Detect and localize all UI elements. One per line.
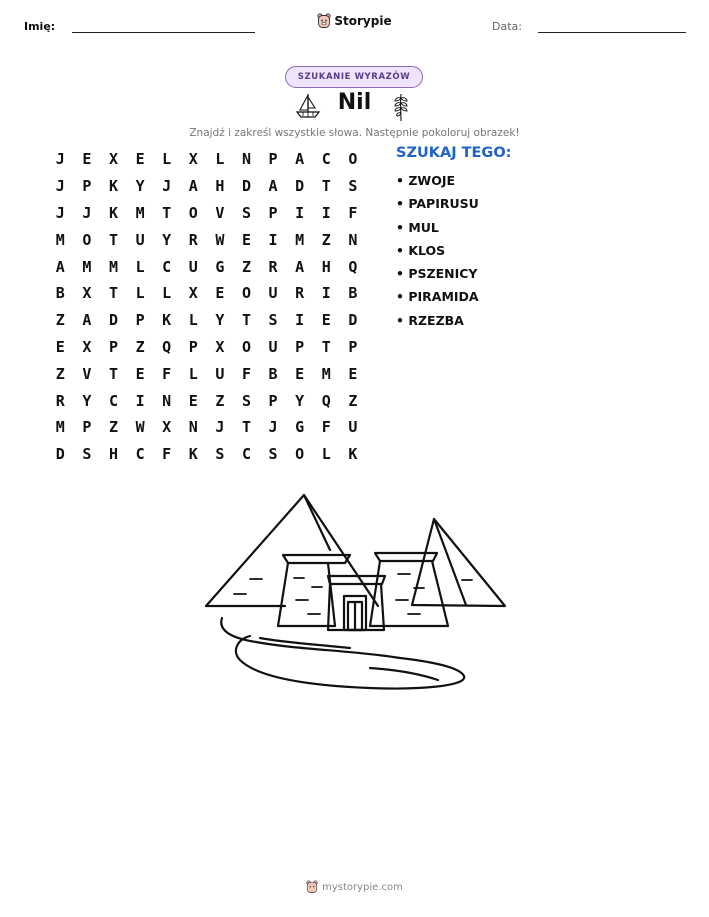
grid-cell[interactable]: O	[241, 284, 251, 303]
grid-cell[interactable]: P	[82, 177, 92, 196]
grid-cell[interactable]: Z	[241, 257, 251, 276]
grid-cell[interactable]: J	[215, 418, 225, 437]
grid-cell[interactable]: Q	[348, 257, 358, 276]
grid-cell[interactable]: R	[268, 257, 278, 276]
grid-cell[interactable]: U	[268, 284, 278, 303]
footer	[0, 880, 709, 897]
grid-cell[interactable]: O	[241, 337, 251, 356]
grid-cell[interactable]: X	[188, 150, 198, 169]
grid-cell[interactable]: T	[108, 364, 118, 383]
grid-cell[interactable]: A	[295, 257, 305, 276]
grid-cell[interactable]: I	[268, 230, 278, 249]
grid-cell[interactable]: F	[162, 364, 172, 383]
grid-cell[interactable]: X	[82, 284, 92, 303]
grid-cell[interactable]: K	[108, 203, 118, 222]
grid-cell[interactable]: U	[188, 257, 198, 276]
grid-cell[interactable]: I	[321, 284, 331, 303]
grid-cell[interactable]: J	[162, 177, 172, 196]
grid-cell[interactable]: C	[162, 257, 172, 276]
grid-cell[interactable]: C	[108, 391, 118, 410]
grid-cell[interactable]: P	[268, 150, 278, 169]
grid-cell[interactable]: C	[241, 445, 251, 464]
grid-cell[interactable]: S	[215, 445, 225, 464]
grid-cell[interactable]: J	[82, 203, 92, 222]
grid-cell[interactable]: P	[82, 418, 92, 437]
grid-cell[interactable]: U	[268, 337, 278, 356]
grid-cell[interactable]: L	[162, 284, 172, 303]
grid-cell[interactable]: V	[82, 364, 92, 383]
grid-cell[interactable]: M	[321, 364, 331, 383]
grid-cell[interactable]: E	[82, 150, 92, 169]
brand-name: Storypie	[334, 14, 392, 28]
word-list-item: • MUL	[396, 219, 439, 235]
grid-cell[interactable]: W	[215, 230, 225, 249]
storypie-bear-icon	[306, 880, 318, 894]
grid-cell[interactable]: X	[162, 418, 172, 437]
grid-cell[interactable]: H	[321, 257, 331, 276]
grid-cell[interactable]: Y	[135, 177, 145, 196]
grid-cell[interactable]: M	[295, 230, 305, 249]
grid-cell[interactable]: W	[135, 418, 145, 437]
grid-cell[interactable]: K	[108, 177, 118, 196]
word-list-item: • RZEZBA	[396, 312, 464, 328]
grid-row	[47, 280, 366, 307]
grid-cell[interactable]: R	[188, 230, 198, 249]
grid-cell[interactable]: Y	[82, 391, 92, 410]
grid-cell[interactable]: L	[215, 150, 225, 169]
grid-cell[interactable]: P	[295, 337, 305, 356]
grid-cell[interactable]: X	[82, 337, 92, 356]
grid-cell[interactable]: K	[348, 445, 358, 464]
grid-cell[interactable]: N	[188, 418, 198, 437]
grid-row	[47, 146, 366, 173]
grid-cell[interactable]: B	[55, 284, 65, 303]
grid-cell[interactable]: L	[162, 150, 172, 169]
grid-cell[interactable]: Z	[55, 364, 65, 383]
grid-cell[interactable]: A	[268, 177, 278, 196]
grid-cell[interactable]: D	[108, 311, 118, 330]
date-line[interactable]	[538, 32, 686, 33]
grid-cell[interactable]: S	[241, 203, 251, 222]
grid-cell[interactable]: L	[188, 364, 198, 383]
grid-cell[interactable]: O	[295, 445, 305, 464]
grid-cell[interactable]: S	[241, 391, 251, 410]
grid-cell[interactable]: E	[321, 311, 331, 330]
worksheet-type-badge: SZUKANIE WYRAZÓW	[285, 66, 423, 88]
wheat-icon	[390, 92, 412, 122]
grid-cell[interactable]: D	[241, 177, 251, 196]
word-list	[396, 172, 479, 335]
grid-cell[interactable]: N	[348, 230, 358, 249]
grid-cell[interactable]: M	[55, 418, 65, 437]
grid-row	[47, 360, 366, 387]
name-line[interactable]	[72, 32, 255, 33]
grid-cell[interactable]: Y	[162, 230, 172, 249]
grid-cell[interactable]: I	[295, 311, 305, 330]
grid-cell[interactable]: G	[295, 418, 305, 437]
word-list-title: SZUKAJ TEGO:	[396, 145, 512, 161]
grid-cell[interactable]: Z	[215, 391, 225, 410]
grid-cell[interactable]: S	[268, 311, 278, 330]
grid-cell[interactable]: L	[135, 257, 145, 276]
grid-cell[interactable]: U	[135, 230, 145, 249]
grid-cell[interactable]: E	[215, 284, 225, 303]
grid-cell[interactable]: Z	[55, 311, 65, 330]
pyramids-temple-illustration	[200, 490, 510, 700]
grid-cell[interactable]: Z	[348, 391, 358, 410]
grid-cell[interactable]: L	[188, 311, 198, 330]
grid-cell[interactable]: C	[321, 150, 331, 169]
grid-cell[interactable]: A	[82, 311, 92, 330]
grid-cell[interactable]: H	[215, 177, 225, 196]
grid-cell[interactable]: M	[82, 257, 92, 276]
word-list-item: • PSZENICY	[396, 266, 478, 282]
grid-cell[interactable]: T	[108, 230, 118, 249]
grid-cell[interactable]: J	[55, 177, 65, 196]
grid-cell[interactable]: K	[188, 445, 198, 464]
grid-cell[interactable]: Q	[162, 337, 172, 356]
grid-cell[interactable]: S	[348, 177, 358, 196]
grid-row	[47, 307, 366, 334]
word-list-item: • PIRAMIDA	[396, 289, 479, 305]
grid-cell[interactable]: P	[135, 311, 145, 330]
footer-site[interactable]: mystorypie.com	[322, 881, 403, 893]
grid-cell[interactable]: R	[55, 391, 65, 410]
grid-cell[interactable]: A	[55, 257, 65, 276]
grid-cell[interactable]: G	[215, 257, 225, 276]
grid-cell[interactable]: P	[188, 337, 198, 356]
name-label: Imię:	[24, 20, 56, 33]
grid-cell[interactable]: S	[82, 445, 92, 464]
grid-cell[interactable]: Z	[135, 337, 145, 356]
grid-row	[47, 226, 366, 253]
grid-cell[interactable]: Y	[295, 391, 305, 410]
grid-cell[interactable]: C	[135, 445, 145, 464]
grid-cell[interactable]: T	[321, 337, 331, 356]
instructions: Znajdź i zakreśl wszystkie słowa. Następnie pokoloruj obrazek!	[189, 127, 520, 139]
grid-cell[interactable]: F	[241, 364, 251, 383]
grid-cell[interactable]: T	[241, 311, 251, 330]
grid-row	[47, 334, 366, 361]
grid-cell[interactable]: D	[55, 445, 65, 464]
grid-cell[interactable]: H	[108, 445, 118, 464]
grid-cell[interactable]: L	[135, 284, 145, 303]
grid-cell[interactable]: D	[295, 177, 305, 196]
grid-cell[interactable]: E	[55, 337, 65, 356]
grid-cell[interactable]: J	[268, 418, 278, 437]
letter-grid[interactable]	[47, 146, 366, 468]
storypie-bear-icon	[317, 13, 331, 29]
grid-cell[interactable]: M	[55, 230, 65, 249]
grid-cell[interactable]: E	[135, 364, 145, 383]
grid-cell[interactable]: T	[162, 203, 172, 222]
grid-row	[47, 173, 366, 200]
grid-cell[interactable]: B	[268, 364, 278, 383]
grid-cell[interactable]: J	[55, 203, 65, 222]
grid-cell[interactable]: N	[241, 150, 251, 169]
word-list-item: • KLOS	[396, 242, 446, 258]
grid-row	[47, 200, 366, 227]
grid-cell[interactable]: S	[268, 445, 278, 464]
grid-cell[interactable]: A	[188, 177, 198, 196]
grid-cell[interactable]: D	[348, 311, 358, 330]
grid-cell[interactable]: K	[162, 311, 172, 330]
grid-row	[47, 387, 366, 414]
grid-cell[interactable]: U	[348, 418, 358, 437]
grid-cell[interactable]: Q	[321, 391, 331, 410]
grid-cell[interactable]: E	[188, 391, 198, 410]
grid-cell[interactable]: X	[188, 284, 198, 303]
grid-cell[interactable]: B	[348, 284, 358, 303]
grid-cell[interactable]: X	[108, 150, 118, 169]
grid-cell[interactable]: Z	[108, 418, 118, 437]
grid-cell[interactable]: V	[215, 203, 225, 222]
grid-cell[interactable]: Z	[321, 230, 331, 249]
grid-cell[interactable]: I	[135, 391, 145, 410]
grid-row	[47, 414, 366, 441]
grid-cell[interactable]: U	[215, 364, 225, 383]
grid-cell[interactable]: Y	[215, 311, 225, 330]
grid-row	[47, 253, 366, 280]
brand-logo	[0, 13, 709, 32]
grid-cell[interactable]: X	[215, 337, 225, 356]
grid-row	[47, 441, 366, 468]
grid-cell[interactable]: O	[348, 150, 358, 169]
grid-cell[interactable]: T	[108, 284, 118, 303]
grid-cell[interactable]: T	[321, 177, 331, 196]
grid-cell[interactable]: L	[321, 445, 331, 464]
grid-cell[interactable]: M	[135, 203, 145, 222]
grid-cell[interactable]: O	[188, 203, 198, 222]
grid-cell[interactable]: P	[268, 203, 278, 222]
grid-cell[interactable]: E	[348, 364, 358, 383]
grid-cell[interactable]: M	[108, 257, 118, 276]
word-list-item: • PAPIRUSU	[396, 196, 479, 212]
grid-cell[interactable]: P	[348, 337, 358, 356]
grid-cell[interactable]: E	[135, 150, 145, 169]
worksheet-title: Nil	[337, 90, 372, 115]
grid-cell[interactable]: N	[162, 391, 172, 410]
grid-cell[interactable]: E	[295, 364, 305, 383]
grid-cell[interactable]: J	[55, 150, 65, 169]
grid-cell[interactable]: P	[268, 391, 278, 410]
grid-cell[interactable]: E	[241, 230, 251, 249]
grid-cell[interactable]: T	[241, 418, 251, 437]
grid-cell[interactable]: F	[348, 203, 358, 222]
grid-cell[interactable]: F	[162, 445, 172, 464]
grid-cell[interactable]: A	[295, 150, 305, 169]
grid-cell[interactable]: P	[108, 337, 118, 356]
grid-cell[interactable]: I	[295, 203, 305, 222]
word-list-item: • ZWOJE	[396, 173, 456, 188]
grid-cell[interactable]: I	[321, 203, 331, 222]
date-label: Data:	[492, 20, 522, 33]
grid-cell[interactable]: O	[82, 230, 92, 249]
grid-cell[interactable]: R	[295, 284, 305, 303]
grid-cell[interactable]: F	[321, 418, 331, 437]
